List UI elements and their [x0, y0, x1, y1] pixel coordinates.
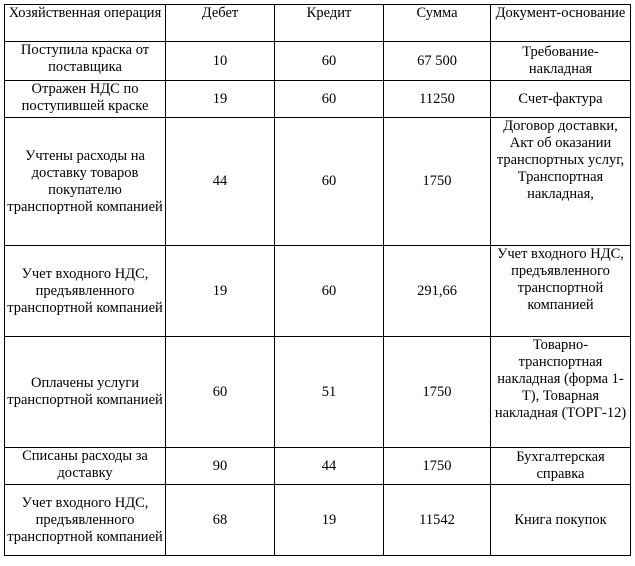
operation-cell: Оплачены услуги транспортной компанией [5, 337, 166, 448]
amount-cell: 11250 [384, 81, 491, 118]
operation-cell: Списаны расходы за доставку [5, 448, 166, 485]
document-cell: Договор доставки, Акт об оказании транспортных услуг, Транспортная накладная, [491, 118, 631, 246]
credit-cell: 60 [275, 246, 384, 337]
debit-cell: 19 [166, 246, 275, 337]
amount-cell: 1750 [384, 118, 491, 246]
header-document: Документ-основание [491, 5, 631, 42]
table-row [5, 42, 631, 81]
debit-cell: 68 [166, 485, 275, 556]
document-cell: Счет-фактура [491, 81, 631, 118]
table-row [5, 246, 631, 337]
table-row [5, 448, 631, 485]
credit-cell: 51 [275, 337, 384, 448]
credit-cell: 44 [275, 448, 384, 485]
operation-cell: Учтены расходы на доставку товаров покупателю транспортной компанией [5, 118, 166, 246]
amount-cell: 291,66 [384, 246, 491, 337]
header-row [5, 5, 631, 42]
debit-cell: 60 [166, 337, 275, 448]
document-cell: Требование-накладная [491, 42, 631, 81]
amount-cell: 11542 [384, 485, 491, 556]
table-row [5, 485, 631, 556]
accounting-entries-table [4, 4, 631, 556]
header-amount: Сумма [384, 5, 491, 42]
credit-cell: 60 [275, 42, 384, 81]
credit-cell: 60 [275, 81, 384, 118]
amount-cell: 1750 [384, 448, 491, 485]
document-cell: Товарно-транспортная накладная (форма 1-Т), Товарная накладная (ТОРГ-12) [491, 337, 631, 448]
amount-cell: 1750 [384, 337, 491, 448]
credit-cell: 60 [275, 118, 384, 246]
operation-cell: Поступила краска от поставщика [5, 42, 166, 81]
document-cell: Книга покупок [491, 485, 631, 556]
table-row [5, 81, 631, 118]
table-row [5, 337, 631, 448]
table-row [5, 118, 631, 246]
amount-cell: 67 500 [384, 42, 491, 81]
document-cell: Учет входного НДС, предъявленного транспортной компанией [491, 246, 631, 337]
document-cell: Бухгалтерская справка [491, 448, 631, 485]
operation-cell: Учет входного НДС, предъявленного транспортной компанией [5, 485, 166, 556]
header-operation: Хозяйственная операция [5, 5, 166, 42]
operation-cell: Учет входного НДС, предъявленного транспортной компанией [5, 246, 166, 337]
credit-cell: 19 [275, 485, 384, 556]
debit-cell: 10 [166, 42, 275, 81]
debit-cell: 44 [166, 118, 275, 246]
debit-cell: 19 [166, 81, 275, 118]
debit-cell: 90 [166, 448, 275, 485]
header-debit: Дебет [166, 5, 275, 42]
operation-cell: Отражен НДС по поступившей краске [5, 81, 166, 118]
header-credit: Кредит [275, 5, 384, 42]
